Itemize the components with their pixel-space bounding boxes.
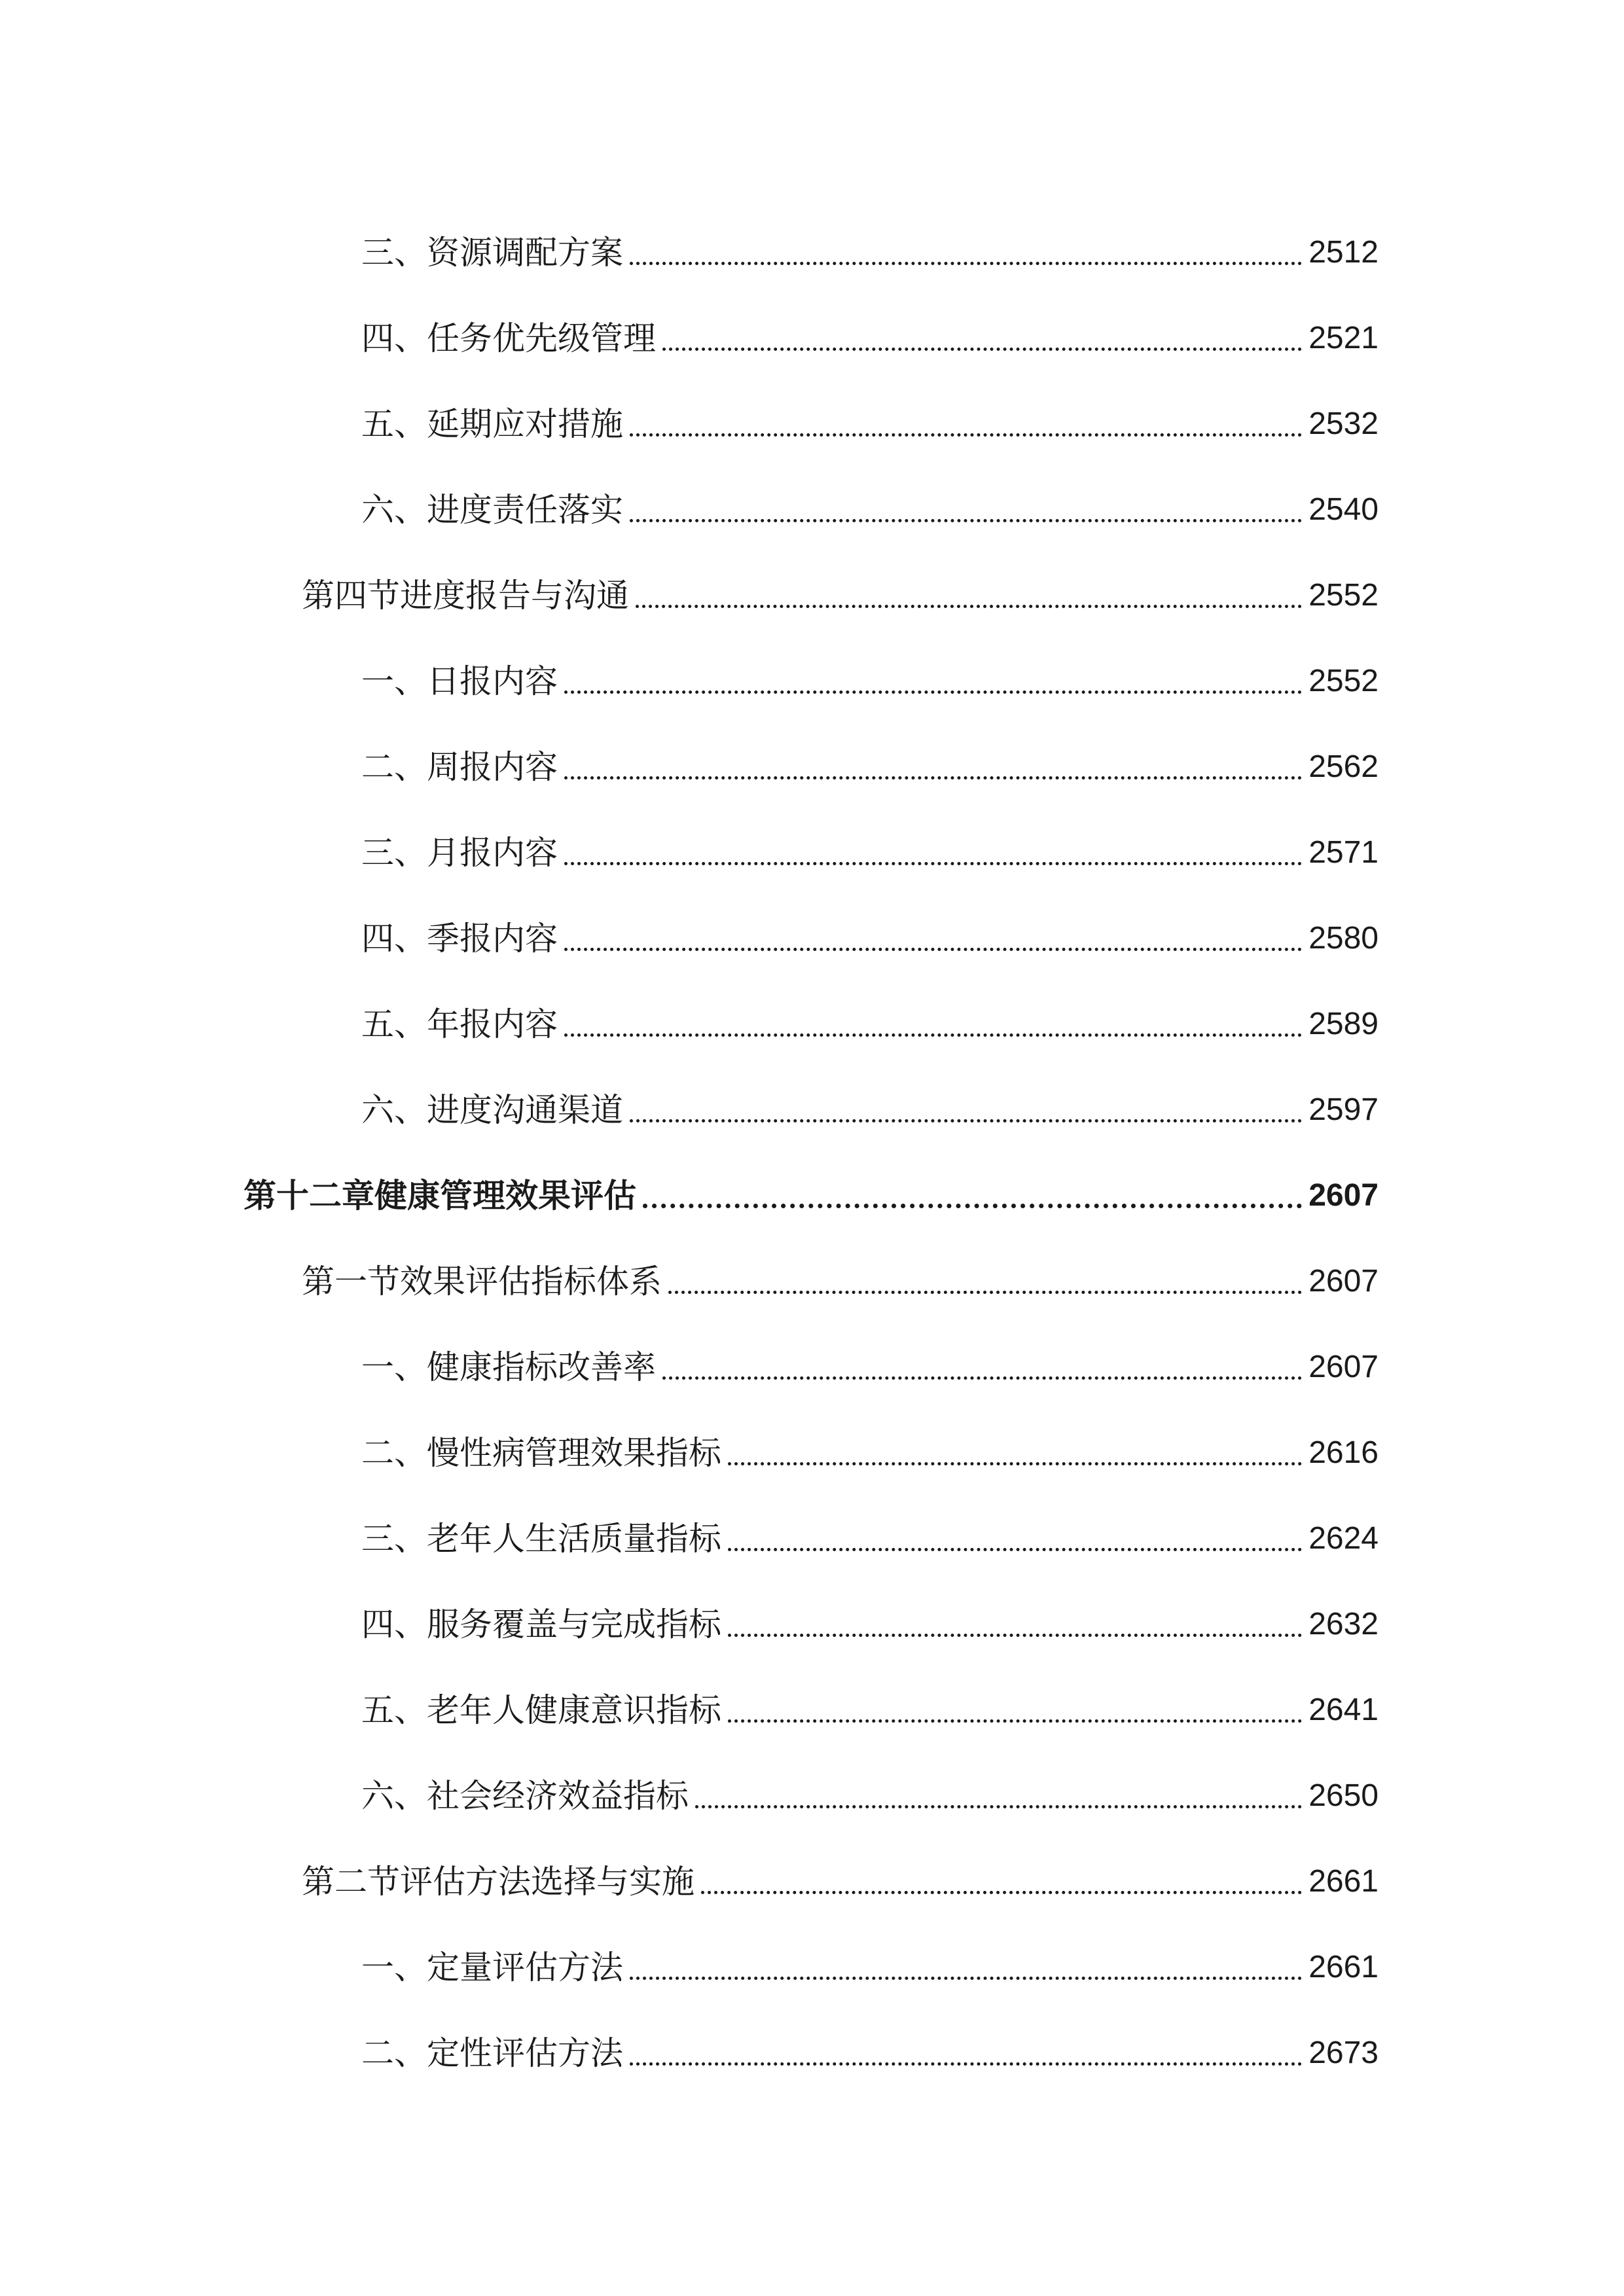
dot-leader bbox=[728, 1608, 1302, 1641]
toc-section-entry[interactable] bbox=[0, 1238, 1624, 1324]
dot-leader bbox=[662, 1351, 1302, 1384]
toc-entry-page: 2661 bbox=[1308, 1949, 1379, 1984]
toc-entry-page: 2589 bbox=[1308, 1006, 1379, 1041]
toc-entry-title: 六、进度沟通渠道 bbox=[361, 1090, 623, 1129]
toc-entry-title: 五、老年人健康意识指标 bbox=[361, 1691, 721, 1729]
toc-entry-page: 2607 bbox=[1308, 1263, 1379, 1299]
toc-entry-page: 2624 bbox=[1308, 1520, 1379, 1556]
toc-entry[interactable] bbox=[0, 810, 1624, 895]
toc-entry-title: 三、老年人生活质量指标 bbox=[361, 1519, 721, 1558]
toc-entry-page: 2552 bbox=[1308, 663, 1379, 698]
dot-leader bbox=[636, 579, 1302, 612]
dot-leader bbox=[728, 1437, 1302, 1469]
toc-entry-title: 六、进度责任落实 bbox=[361, 490, 623, 529]
toc-section-entry[interactable] bbox=[0, 1839, 1624, 1924]
toc-entry-title: 五、年报内容 bbox=[361, 1005, 558, 1043]
toc-entry-page: 2632 bbox=[1308, 1606, 1379, 1641]
toc-entry-page: 2650 bbox=[1308, 1778, 1379, 1813]
toc-entry-title: 五、延期应对措施 bbox=[361, 404, 623, 443]
toc-entry-title: 第二节评估方法选择与实施 bbox=[302, 1862, 695, 1901]
dot-leader bbox=[728, 1522, 1302, 1555]
toc-entry[interactable] bbox=[0, 895, 1624, 981]
toc-entry-page: 2607 bbox=[1308, 1177, 1379, 1213]
toc-entry-page: 2580 bbox=[1308, 920, 1379, 956]
dot-leader bbox=[695, 1780, 1302, 1812]
dot-leader bbox=[728, 1694, 1302, 1727]
toc-entry-page: 2540 bbox=[1308, 492, 1379, 527]
toc-entry[interactable] bbox=[0, 1410, 1624, 1496]
toc-entry-title: 第四节进度报告与沟通 bbox=[302, 576, 629, 615]
table-of-contents bbox=[0, 209, 1624, 2096]
toc-entry-page: 2521 bbox=[1308, 320, 1379, 355]
toc-entry[interactable] bbox=[0, 1496, 1624, 1581]
dot-leader bbox=[564, 922, 1302, 955]
toc-entry-title: 第十二章健康管理效果评估 bbox=[244, 1176, 636, 1215]
toc-entry[interactable] bbox=[0, 381, 1624, 467]
toc-entry-title: 四、任务优先级管理 bbox=[361, 319, 656, 357]
toc-entry-title: 一、健康指标改善率 bbox=[361, 1348, 656, 1386]
toc-entry[interactable] bbox=[0, 1667, 1624, 1753]
toc-entry[interactable] bbox=[0, 1067, 1624, 1153]
dot-leader bbox=[630, 1951, 1302, 1984]
toc-entry-title: 第一节效果评估指标体系 bbox=[302, 1262, 662, 1300]
dot-leader bbox=[630, 493, 1302, 526]
toc-entry[interactable] bbox=[0, 638, 1624, 724]
toc-entry-page: 2552 bbox=[1308, 577, 1379, 613]
toc-section-entry[interactable] bbox=[0, 552, 1624, 638]
toc-entry[interactable] bbox=[0, 1924, 1624, 2010]
toc-entry-title: 一、定量评估方法 bbox=[361, 1948, 623, 1986]
dot-leader bbox=[564, 751, 1302, 783]
toc-entry-title: 六、社会经济效益指标 bbox=[361, 1776, 689, 1815]
toc-entry[interactable] bbox=[0, 2010, 1624, 2096]
dot-leader bbox=[564, 665, 1302, 698]
dot-leader bbox=[630, 2037, 1302, 2070]
toc-entry[interactable] bbox=[0, 467, 1624, 552]
toc-entry-title: 四、服务覆盖与完成指标 bbox=[361, 1605, 721, 1643]
toc-entry-page: 2597 bbox=[1308, 1092, 1379, 1127]
toc-entry[interactable] bbox=[0, 1753, 1624, 1839]
toc-entry-page: 2641 bbox=[1308, 1692, 1379, 1727]
toc-entry-page: 2571 bbox=[1308, 834, 1379, 870]
toc-entry-title: 四、季报内容 bbox=[361, 919, 558, 958]
toc-entry-title: 一、日报内容 bbox=[361, 662, 558, 700]
dot-leader bbox=[643, 1179, 1302, 1212]
toc-entry-page: 2512 bbox=[1308, 234, 1379, 270]
toc-entry-page: 2616 bbox=[1308, 1435, 1379, 1470]
toc-entry[interactable] bbox=[0, 1581, 1624, 1667]
toc-entry-page: 2661 bbox=[1308, 1863, 1379, 1899]
toc-entry-page: 2532 bbox=[1308, 406, 1379, 441]
dot-leader bbox=[668, 1265, 1302, 1298]
dot-leader bbox=[564, 836, 1302, 869]
dot-leader bbox=[662, 322, 1302, 355]
dot-leader bbox=[564, 1008, 1302, 1041]
toc-entry[interactable] bbox=[0, 295, 1624, 381]
dot-leader bbox=[630, 236, 1302, 269]
toc-entry[interactable] bbox=[0, 209, 1624, 295]
toc-entry[interactable] bbox=[0, 724, 1624, 810]
toc-entry[interactable] bbox=[0, 981, 1624, 1067]
toc-entry[interactable] bbox=[0, 1324, 1624, 1410]
toc-entry-title: 三、资源调配方案 bbox=[361, 233, 623, 272]
toc-chapter-entry[interactable] bbox=[0, 1153, 1624, 1238]
dot-leader bbox=[630, 408, 1302, 440]
toc-entry-title: 二、慢性病管理效果指标 bbox=[361, 1433, 721, 1472]
toc-entry-page: 2562 bbox=[1308, 749, 1379, 784]
toc-entry-title: 三、月报内容 bbox=[361, 833, 558, 872]
toc-entry-page: 2673 bbox=[1308, 2035, 1379, 2070]
dot-leader bbox=[630, 1094, 1302, 1126]
toc-entry-page: 2607 bbox=[1308, 1349, 1379, 1384]
dot-leader bbox=[701, 1865, 1302, 1898]
toc-entry-title: 二、定性评估方法 bbox=[361, 2034, 623, 2072]
toc-entry-title: 二、周报内容 bbox=[361, 747, 558, 786]
